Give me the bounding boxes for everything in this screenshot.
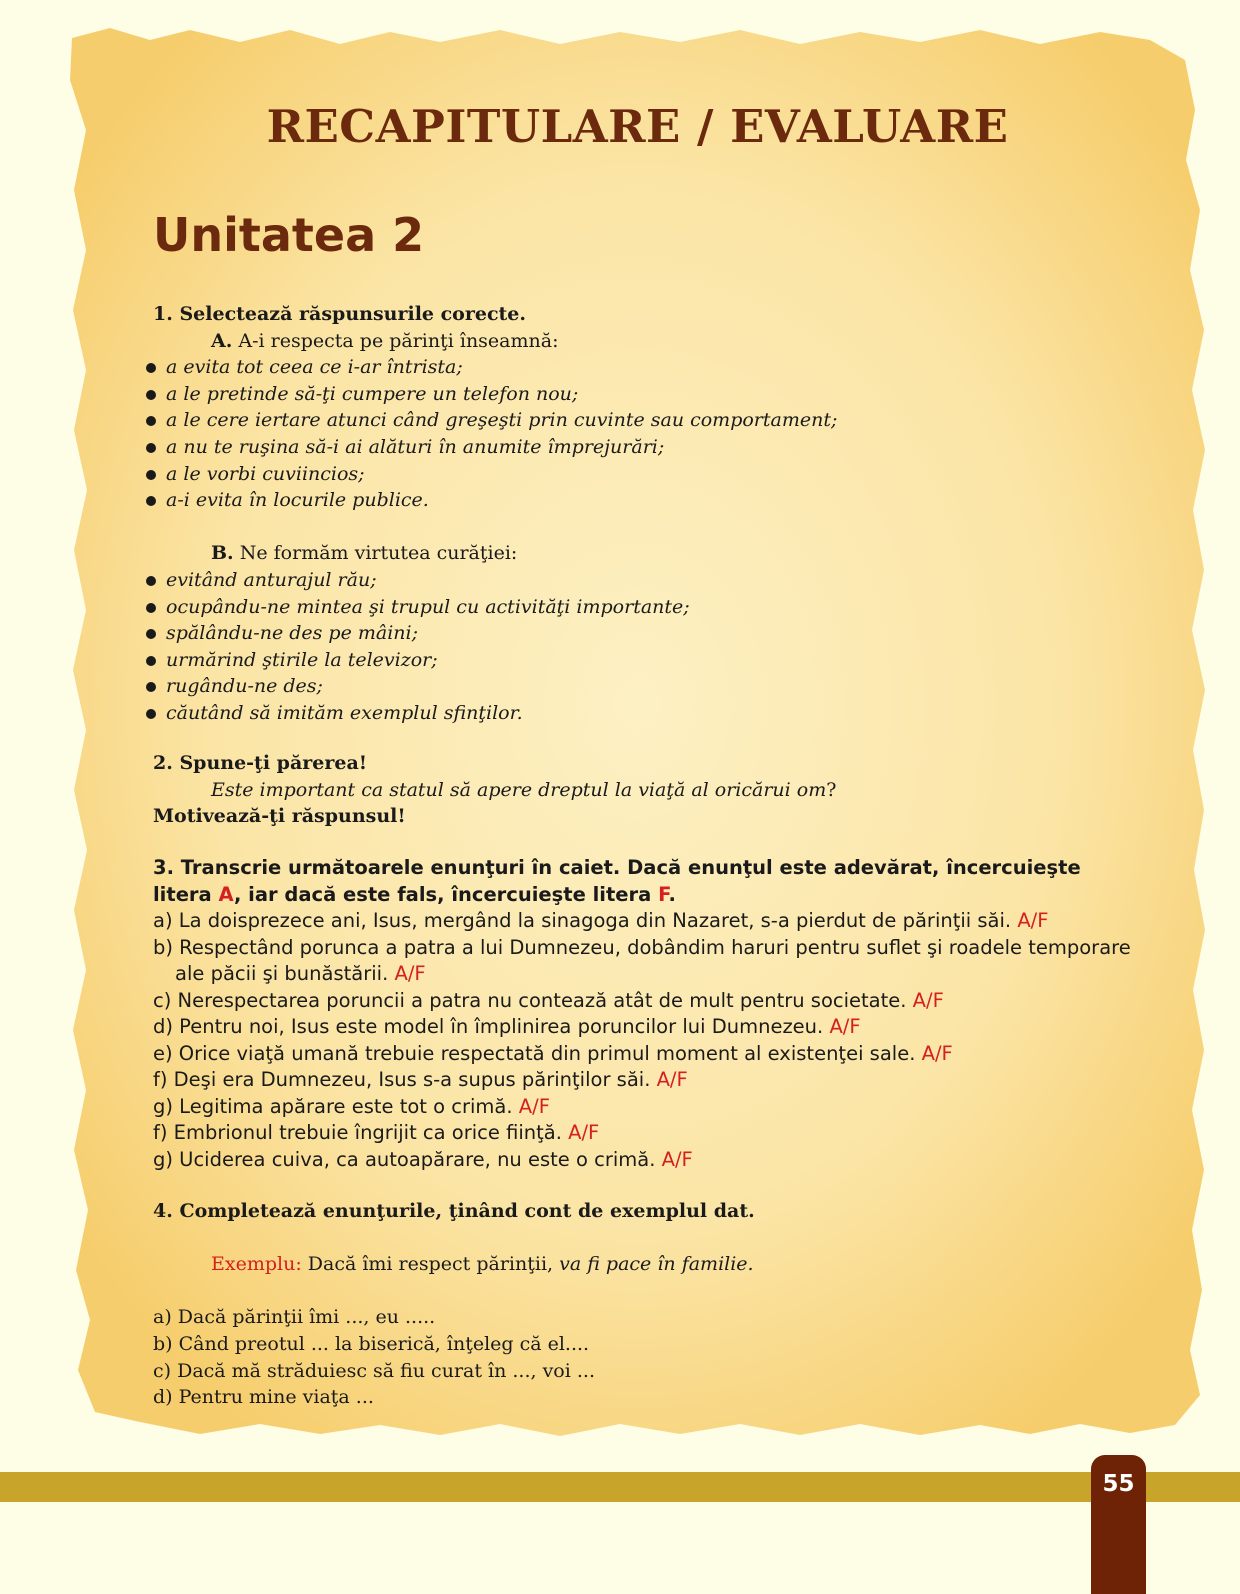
footer-bar [0,1472,1240,1502]
q1-b-item: căutând să imităm exemplul sfinţilor. [153,700,1153,727]
page-number: 55 [1102,1471,1135,1497]
q4-item: a) Dacă părinţii îmi ..., eu ..... [153,1306,436,1329]
q4-example-italic: va fi pace în familie. [559,1253,754,1276]
q4-item: c) Dacă mă străduiesc să fiu curat în ..., voi ... [153,1359,595,1382]
q3-item [153,1014,1143,1041]
q2-question-text: Este important ca statul să apere dreptul la viaţă al oricărui om [211,778,827,801]
q4-item: b) Când preotul ... la biserică, înţeleg că el.... [153,1332,590,1355]
question-4 [153,1198,1153,1411]
q1-a-item: a-i evita în locurile publice. [153,487,1153,514]
q3-item [153,935,1143,988]
q3-af-mark: A/F [829,1015,861,1038]
q2-heading: 2. Spune-ţi părerea! [153,752,368,774]
page-number-tab [1091,1455,1146,1594]
q1-heading: 1. Selectează răspunsurile corecte. [153,303,527,325]
q3-af-mark: A/F [394,962,426,985]
q1-b-item: rugându-ne des; [153,673,1153,700]
q1-b-item: urmărind ştirile la televizor; [153,647,1153,674]
q3-af-mark: A/F [656,1068,688,1091]
question-1 [153,301,1153,727]
q2-question [153,777,1153,804]
q1-part-a-text: A-i respecta pe părinţi înseamnă: [232,329,559,352]
q3-item [153,988,1143,1015]
q3-item [153,1147,1143,1174]
q4-heading: 4. Completează enunţurile, ţinând cont de exemplul dat. [153,1200,755,1222]
q3-item-text: b) Respectând porunca a patra a lui Dumnezeu, dobândim haruri pentru suflet şi roadele temporare ale păcii şi bunăstării. [153,935,1131,985]
q3-heading-text: 3. Transcrie următoarele enunţuri în caiet. Dacă enunţul este adevărat, încercuieşte litera [153,856,1081,906]
q3-af-mark: A/F [661,1147,693,1171]
q1-a-item: a nu te ruşina să-i ai alături în anumite împrejurări; [153,434,1153,461]
q3-item-text: e) Orice viaţă umană trebuie respectată din primul moment al existenţei sale. [153,1041,922,1065]
q3-item-text: g) Legitima apărare este tot o crimă. [153,1094,519,1118]
q3-af-mark: A/F [1017,909,1049,932]
q2-question-mark: ? [826,778,837,801]
q1-part-b-label: B. [211,542,234,565]
q3-af-mark: A/F [518,1094,550,1118]
q3-heading-end: . [668,882,676,906]
q1-a-item: a le pretinde să-ţi cumpere un telefon nou; [153,381,1153,408]
q3-item [153,908,1143,935]
q1-part-a-label: A. [211,329,233,352]
q3-af-mark: A/F [921,1041,953,1065]
q2-motivate: Motivează-ţi răspunsul! [153,805,406,828]
q3-item-text: a) La doisprezece ani, Isus, mergând la sinagoga din Nazaret, s-a pierdut de părinţii săi. [153,909,1018,932]
q3-item-text: f) Embrionul trebuie îngrijit ca orice fiinţă. [153,1121,569,1144]
q1-a-item: a le vorbi cuviincios; [153,461,1153,488]
q3-letter-a: A [218,882,234,906]
q3-heading [153,855,1143,908]
unit-title: Unitatea 2 [153,208,425,262]
q4-example-text: Dacă îmi respect părinţii, [301,1253,560,1276]
q3-item-text: g) Uciderea cuiva, ca autoapărare, nu este o crimă. [153,1147,662,1171]
q3-item [153,1041,1143,1068]
q4-item: d) Pentru mine viaţa ... [153,1386,374,1409]
q3-letter-f: F [658,882,669,906]
q3-heading-text: , iar dacă este fals, încercuieşte litera [233,882,659,906]
q1-b-item: ocupându-ne mintea şi trupul cu activităţi importante; [153,594,1153,621]
q4-example-label: Exemplu: [211,1253,302,1276]
question-2 [153,750,1153,830]
q1-part-a-heading [153,328,1153,355]
q3-item-text: f) Deşi era Dumnezeu, Isus s-a supus părinţilor săi. [153,1068,657,1091]
q4-example [153,1251,1153,1278]
q1-part-b-heading [153,540,1153,567]
question-3 [153,855,1143,1173]
q1-a-item: a evita tot ceea ce i-ar întrista; [153,354,1153,381]
q1-a-item: a le cere iertare atunci când greşeşti prin cuvinte sau comportament; [153,407,1153,434]
q3-af-mark: A/F [568,1121,600,1144]
q3-item-text: c) Nerespectarea poruncii a patra nu contează atât de mult pentru societate. [153,988,913,1012]
q1-b-item: evitând anturajul rău; [153,567,1153,594]
q3-item [153,1094,1143,1121]
q3-item [153,1067,1143,1094]
page-title: RECAPITULARE / EVALUARE [266,100,1009,153]
q3-af-mark: A/F [912,988,944,1012]
q3-item-text: d) Pentru noi, Isus este model în împlinirea poruncilor lui Dumnezeu. [153,1015,830,1038]
q1-b-item: spălându-ne des pe mâini; [153,620,1153,647]
q1-part-b-text: Ne formăm virtutea curăţiei: [233,542,518,565]
q3-item [153,1120,1143,1147]
